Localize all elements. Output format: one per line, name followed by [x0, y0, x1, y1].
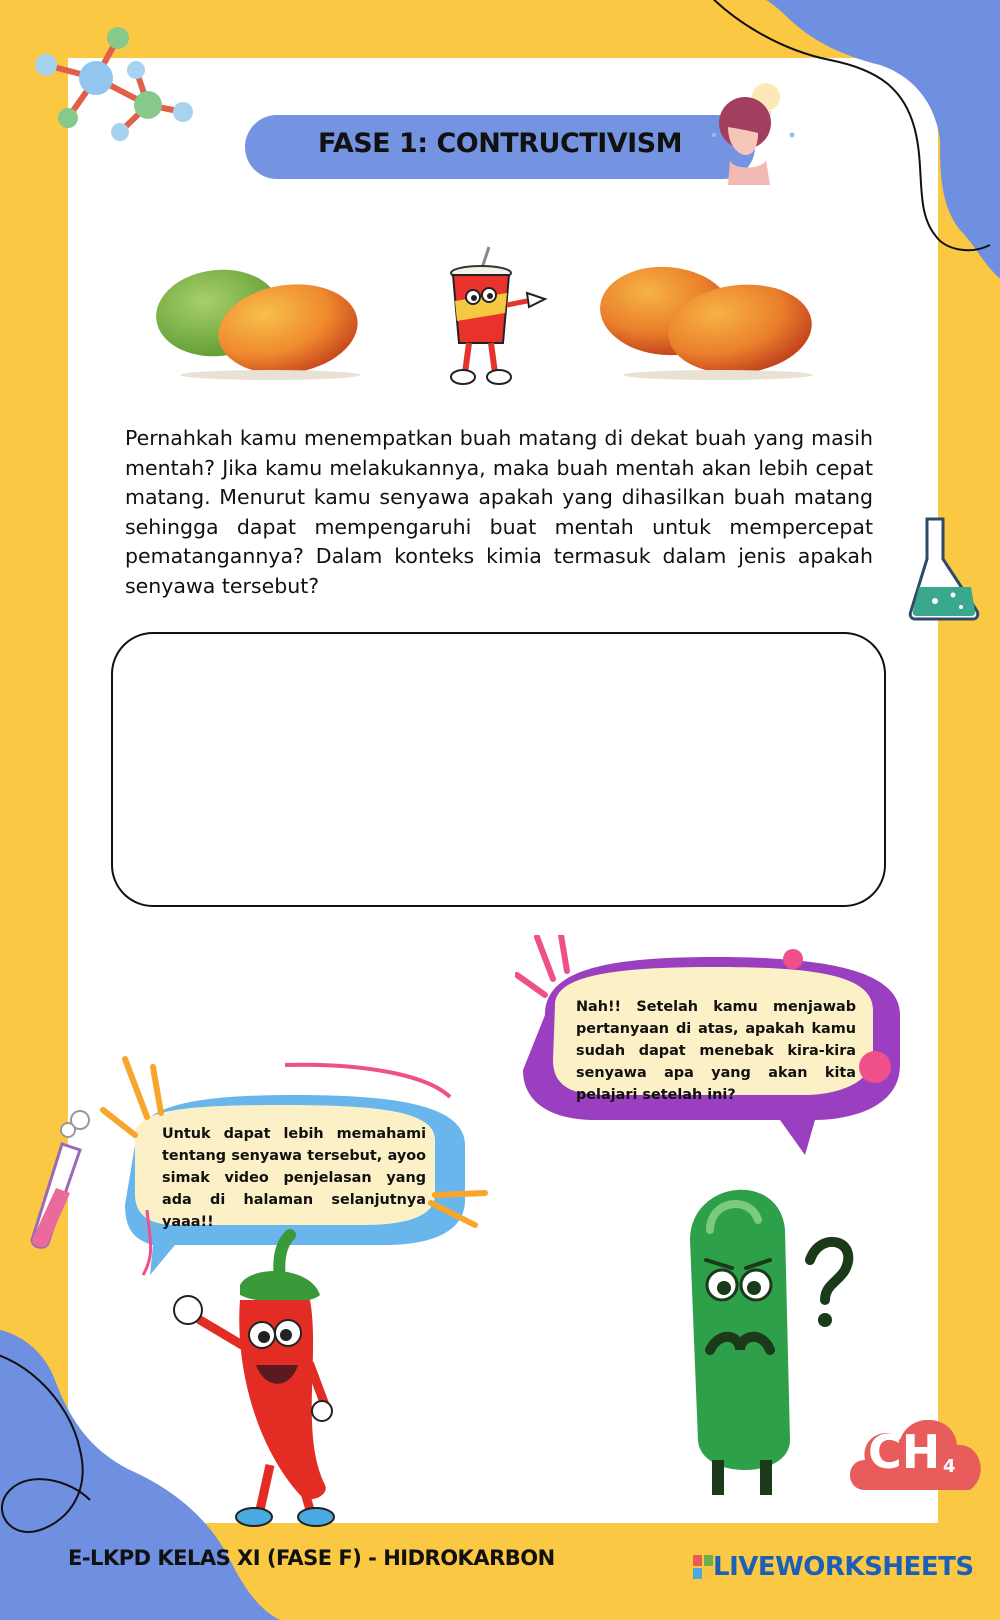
footer-title: E-LKPD KELAS XI (FASE F) - HIDROKARBON: [68, 1546, 555, 1570]
chili-mascot-image: [160, 1225, 365, 1540]
speech-bubble-left-text: Untuk dapat lebih memahami tentang senyawa tersebut, ayoo simak video penjelasan yang ada di halaman selanjutnya yaaa!!: [162, 1126, 426, 1230]
answer-input[interactable]: [111, 632, 886, 907]
cucumber-mascot-image: [670, 1160, 860, 1510]
ch4-subscript: 4: [943, 1456, 956, 1477]
page-title: FASE 1: CONTRUCTIVISM: [317, 128, 683, 159]
question-text: Pernahkah kamu menempatkan buah matang di dekat buah yang masih mentah? Jika kamu melakukannya, maka buah mentah akan lebih cepat matang. Menurut kamu senyawa apakah yang dihasilkan buah matang sehingga dapat mempengaruhi buat mentah untuk mempercepat pematangannya? Dalam konteks kimia termasuk dalam jenis apakah senyawa tersebut?: [125, 426, 873, 598]
flask-icon: [905, 515, 985, 625]
thinking-woman-icon: [700, 75, 800, 185]
speech-bubble-right-text: Nah!! Setelah kamu menjawab pertanyaan di atas, apakah kamu sudah dapat menebak kira-kira senyawa apa yang akan kita pelajari setelah ini?: [576, 999, 856, 1103]
liveworksheets-logo[interactable]: [693, 1552, 974, 1582]
molecule-icon: [28, 20, 203, 145]
ch4-label: CH: [868, 1425, 941, 1479]
cup-mascot-image: [445, 243, 553, 393]
mango-pair-right-image: [598, 265, 823, 380]
liveworksheets-icon: [693, 1555, 713, 1579]
mango-pair-left-image: [150, 265, 370, 380]
liveworksheets-brand-text: LIVEWORKSHEETS: [713, 1552, 974, 1582]
test-tube-icon: [18, 1108, 98, 1253]
